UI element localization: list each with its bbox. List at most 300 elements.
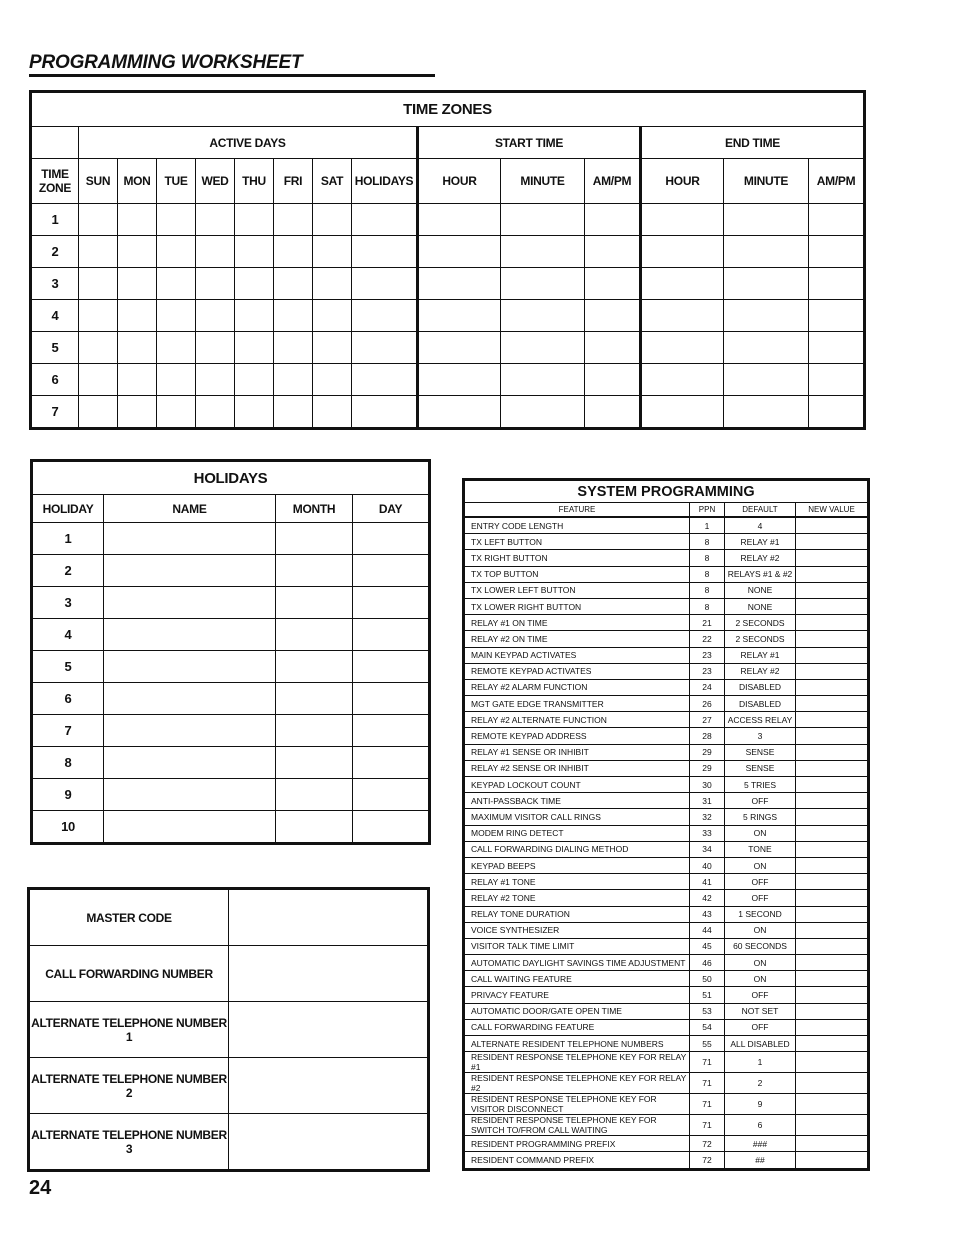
time-zone-entry-cell[interactable] xyxy=(79,300,118,332)
time-zone-entry-cell[interactable] xyxy=(352,364,418,396)
feature-ppn: 27 xyxy=(690,712,725,728)
feature-new-value-cell[interactable] xyxy=(796,712,869,728)
time-zone-entry-cell[interactable] xyxy=(724,236,809,268)
feature-new-value-cell[interactable] xyxy=(796,793,869,809)
feature-ppn: 31 xyxy=(690,793,725,809)
system-programming-table xyxy=(462,478,870,1171)
holiday-entry-cell[interactable] xyxy=(276,587,353,619)
time-zone-entry-cell[interactable] xyxy=(313,300,352,332)
feature-ppn: 53 xyxy=(690,1003,725,1019)
time-zone-entry-cell[interactable] xyxy=(79,332,118,364)
holiday-entry-cell[interactable] xyxy=(104,523,276,555)
time-zone-entry-cell[interactable] xyxy=(118,236,157,268)
time-zone-entry-cell[interactable] xyxy=(79,364,118,396)
system-feature-row xyxy=(464,857,869,873)
time-zone-entry-cell[interactable] xyxy=(641,236,724,268)
feature-name: ENTRY CODE LENGTH xyxy=(464,517,690,534)
time-zone-entry-cell[interactable] xyxy=(501,236,585,268)
time-zone-entry-cell[interactable] xyxy=(724,364,809,396)
feature-new-value-cell[interactable] xyxy=(796,566,869,582)
time-zone-entry-cell[interactable] xyxy=(809,204,865,236)
feature-name: ANTI-PASSBACK TIME xyxy=(464,793,690,809)
system-feature-row xyxy=(464,1019,869,1035)
holiday-entry-cell[interactable] xyxy=(353,555,430,587)
feature-ppn: 40 xyxy=(690,857,725,873)
feature-new-value-cell[interactable] xyxy=(796,1052,869,1073)
holiday-entry-cell[interactable] xyxy=(353,683,430,715)
feature-default: ## xyxy=(725,1152,796,1169)
feature-new-value-cell[interactable] xyxy=(796,841,869,857)
time-zone-entry-cell[interactable] xyxy=(235,332,274,364)
system-feature-row xyxy=(464,696,869,712)
system-feature-row xyxy=(464,566,869,582)
active-days-header: ACTIVE DAYS xyxy=(79,127,418,159)
code-entry-cell[interactable] xyxy=(229,1058,429,1114)
time-zone-entry-cell[interactable] xyxy=(585,300,641,332)
feature-new-value-cell[interactable] xyxy=(796,598,869,614)
feature-ppn: 71 xyxy=(690,1115,725,1136)
system-feature-row xyxy=(464,874,869,890)
feature-new-value-cell[interactable] xyxy=(796,534,869,550)
time-zone-entry-cell[interactable] xyxy=(352,300,418,332)
time-zone-entry-cell[interactable] xyxy=(157,332,196,364)
holiday-column-header: MONTH xyxy=(276,495,353,523)
feature-new-value-cell[interactable] xyxy=(796,550,869,566)
code-entry-cell[interactable] xyxy=(229,1114,429,1171)
code-entry-cell[interactable] xyxy=(229,1002,429,1058)
feature-name: RESIDENT RESPONSE TELEPHONE KEY FOR RELAY #2 xyxy=(464,1073,690,1094)
feature-name: MGT GATE EDGE TRANSMITTER xyxy=(464,696,690,712)
time-zone-entry-cell[interactable] xyxy=(274,236,313,268)
feature-default: 60 SECONDS xyxy=(725,938,796,954)
holiday-column-header: HOLIDAY xyxy=(32,495,104,523)
time-zone-entry-cell[interactable] xyxy=(235,268,274,300)
feature-default: OFF xyxy=(725,1019,796,1035)
feature-name: MAXIMUM VISITOR CALL RINGS xyxy=(464,809,690,825)
feature-name: RESIDENT RESPONSE TELEPHONE KEY FOR SWITCH TO/FROM CALL WAITING xyxy=(464,1115,690,1136)
day-column-header: TUE xyxy=(157,159,196,204)
holiday-entry-cell[interactable] xyxy=(276,683,353,715)
system-feature-row xyxy=(464,631,869,647)
time-zone-entry-cell[interactable] xyxy=(724,332,809,364)
feature-default: 6 xyxy=(725,1115,796,1136)
feature-default: 2 xyxy=(725,1073,796,1094)
system-feature-row xyxy=(464,550,869,566)
system-column-header: FEATURE xyxy=(464,503,690,518)
holiday-row xyxy=(32,811,430,844)
system-feature-row xyxy=(464,728,869,744)
feature-new-value-cell[interactable] xyxy=(796,809,869,825)
time-zone-entry-cell[interactable] xyxy=(641,300,724,332)
holiday-number: 5 xyxy=(32,651,104,683)
feature-name: RELAY #1 SENSE OR INHIBIT xyxy=(464,744,690,760)
code-label: ALTERNATE TELEPHONE NUMBER 2 xyxy=(29,1058,229,1114)
feature-new-value-cell[interactable] xyxy=(796,1073,869,1094)
time-zone-entry-cell[interactable] xyxy=(809,300,865,332)
time-zone-entry-cell[interactable] xyxy=(585,268,641,300)
feature-default: ON xyxy=(725,922,796,938)
day-column-header: FRI xyxy=(274,159,313,204)
time-zone-entry-cell[interactable] xyxy=(235,396,274,429)
time-zone-entry-cell[interactable] xyxy=(313,364,352,396)
time-zone-row xyxy=(31,236,865,268)
time-zone-entry-cell[interactable] xyxy=(118,364,157,396)
time-zone-entry-cell[interactable] xyxy=(809,396,865,429)
feature-default: ALL DISABLED xyxy=(725,1036,796,1052)
group-header-spacer xyxy=(31,127,79,159)
code-label: MASTER CODE xyxy=(29,889,229,946)
time-zone-entry-cell[interactable] xyxy=(641,364,724,396)
time-zone-entry-cell[interactable] xyxy=(641,204,724,236)
code-entry-cell[interactable] xyxy=(229,946,429,1002)
time-zone-entry-cell[interactable] xyxy=(157,236,196,268)
feature-default: OFF xyxy=(725,874,796,890)
feature-default: SENSE xyxy=(725,760,796,776)
holiday-entry-cell[interactable] xyxy=(276,651,353,683)
time-zone-entry-cell[interactable] xyxy=(118,332,157,364)
system-feature-row xyxy=(464,1094,869,1115)
feature-new-value-cell[interactable] xyxy=(796,825,869,841)
feature-new-value-cell[interactable] xyxy=(796,906,869,922)
holiday-entry-cell[interactable] xyxy=(104,651,276,683)
time-zone-entry-cell[interactable] xyxy=(157,396,196,429)
time-zone-entry-cell[interactable] xyxy=(809,268,865,300)
holiday-number: 1 xyxy=(32,523,104,555)
feature-new-value-cell[interactable] xyxy=(796,582,869,598)
feature-ppn: 42 xyxy=(690,890,725,906)
holiday-entry-cell[interactable] xyxy=(276,555,353,587)
time-zone-entry-cell[interactable] xyxy=(235,364,274,396)
time-zone-entry-cell[interactable] xyxy=(118,204,157,236)
holiday-entry-cell[interactable] xyxy=(276,715,353,747)
time-zone-entry-cell[interactable] xyxy=(274,268,313,300)
time-zone-entry-cell[interactable] xyxy=(352,332,418,364)
feature-new-value-cell[interactable] xyxy=(796,1152,869,1169)
feature-new-value-cell[interactable] xyxy=(796,777,869,793)
end-time-column-header: HOUR xyxy=(641,159,724,204)
feature-new-value-cell[interactable] xyxy=(796,1115,869,1136)
feature-new-value-cell[interactable] xyxy=(796,517,869,534)
time-zone-entry-cell[interactable] xyxy=(118,268,157,300)
time-zone-entry-cell[interactable] xyxy=(352,268,418,300)
feature-new-value-cell[interactable] xyxy=(796,890,869,906)
system-feature-row xyxy=(464,1003,869,1019)
feature-new-value-cell[interactable] xyxy=(796,922,869,938)
holiday-entry-cell[interactable] xyxy=(104,779,276,811)
system-feature-row xyxy=(464,777,869,793)
feature-ppn: 41 xyxy=(690,874,725,890)
feature-new-value-cell[interactable] xyxy=(796,615,869,631)
time-zone-entry-cell[interactable] xyxy=(235,236,274,268)
feature-ppn: 8 xyxy=(690,598,725,614)
feature-new-value-cell[interactable] xyxy=(796,874,869,890)
feature-ppn: 72 xyxy=(690,1136,725,1152)
system-column-header: DEFAULT xyxy=(725,503,796,518)
feature-ppn: 8 xyxy=(690,566,725,582)
time-zone-entry-cell[interactable] xyxy=(313,204,352,236)
time-zone-entry-cell[interactable] xyxy=(196,364,235,396)
feature-default: OFF xyxy=(725,890,796,906)
holiday-entry-cell[interactable] xyxy=(353,619,430,651)
feature-new-value-cell[interactable] xyxy=(796,696,869,712)
time-zone-entry-cell[interactable] xyxy=(79,268,118,300)
feature-ppn: 32 xyxy=(690,809,725,825)
time-zone-entry-cell[interactable] xyxy=(501,396,585,429)
feature-name: RELAY #2 TONE xyxy=(464,890,690,906)
time-zone-entry-cell[interactable] xyxy=(641,396,724,429)
time-zone-entry-cell[interactable] xyxy=(724,204,809,236)
time-zone-entry-cell[interactable] xyxy=(118,300,157,332)
feature-default: RELAY #2 xyxy=(725,550,796,566)
time-zone-entry-cell[interactable] xyxy=(418,300,501,332)
feature-new-value-cell[interactable] xyxy=(796,631,869,647)
time-zone-entry-cell[interactable] xyxy=(196,396,235,429)
feature-default: ON xyxy=(725,825,796,841)
time-zone-entry-cell[interactable] xyxy=(157,268,196,300)
time-zone-header-line1: TIME xyxy=(41,167,69,181)
feature-name: RESIDENT COMMAND PREFIX xyxy=(464,1152,690,1169)
time-zone-entry-cell[interactable] xyxy=(809,332,865,364)
time-zone-entry-cell[interactable] xyxy=(641,332,724,364)
feature-default: 2 SECONDS xyxy=(725,631,796,647)
time-zones-title: TIME ZONES xyxy=(31,92,865,127)
page-title: PROGRAMMING WORKSHEET xyxy=(29,52,303,73)
holiday-entry-cell[interactable] xyxy=(104,555,276,587)
start-time-header: START TIME xyxy=(418,127,641,159)
feature-ppn: 44 xyxy=(690,922,725,938)
feature-default: 1 xyxy=(725,1052,796,1073)
feature-default: NONE xyxy=(725,582,796,598)
time-zone-entry-cell[interactable] xyxy=(313,236,352,268)
feature-ppn: 72 xyxy=(690,1152,725,1169)
holiday-entry-cell[interactable] xyxy=(104,619,276,651)
feature-new-value-cell[interactable] xyxy=(796,955,869,971)
feature-ppn: 50 xyxy=(690,971,725,987)
time-zone-entry-cell[interactable] xyxy=(418,236,501,268)
feature-name: KEYPAD LOCKOUT COUNT xyxy=(464,777,690,793)
feature-ppn: 24 xyxy=(690,679,725,695)
time-zone-entry-cell[interactable] xyxy=(196,300,235,332)
feature-new-value-cell[interactable] xyxy=(796,647,869,663)
time-zone-number: 2 xyxy=(31,236,79,268)
system-feature-row xyxy=(464,922,869,938)
title-underline xyxy=(29,74,435,77)
holiday-number: 9 xyxy=(32,779,104,811)
feature-ppn: 71 xyxy=(690,1094,725,1115)
holiday-number: 3 xyxy=(32,587,104,619)
time-zone-entry-cell[interactable] xyxy=(585,236,641,268)
time-zone-entry-cell[interactable] xyxy=(809,236,865,268)
feature-name: TX LOWER RIGHT BUTTON xyxy=(464,598,690,614)
feature-new-value-cell[interactable] xyxy=(796,744,869,760)
time-zone-entry-cell[interactable] xyxy=(118,396,157,429)
time-zone-entry-cell[interactable] xyxy=(79,396,118,429)
time-zone-entry-cell[interactable] xyxy=(724,300,809,332)
feature-ppn: 71 xyxy=(690,1073,725,1094)
feature-ppn: 45 xyxy=(690,938,725,954)
time-zone-entry-cell[interactable] xyxy=(501,204,585,236)
time-zone-entry-cell[interactable] xyxy=(418,204,501,236)
time-zone-entry-cell[interactable] xyxy=(418,268,501,300)
feature-name: TX TOP BUTTON xyxy=(464,566,690,582)
time-zone-entry-cell[interactable] xyxy=(313,332,352,364)
feature-default: DISABLED xyxy=(725,696,796,712)
feature-ppn: 55 xyxy=(690,1036,725,1052)
time-zone-entry-cell[interactable] xyxy=(585,364,641,396)
time-zone-entry-cell[interactable] xyxy=(724,396,809,429)
time-zone-entry-cell[interactable] xyxy=(274,300,313,332)
feature-default: ### xyxy=(725,1136,796,1152)
system-feature-row xyxy=(464,971,869,987)
holiday-entry-cell[interactable] xyxy=(104,811,276,844)
system-feature-row xyxy=(464,793,869,809)
holiday-entry-cell[interactable] xyxy=(353,811,430,844)
time-zone-entry-cell[interactable] xyxy=(418,332,501,364)
time-zone-entry-cell[interactable] xyxy=(809,364,865,396)
feature-ppn: 54 xyxy=(690,1019,725,1035)
holiday-column-header: NAME xyxy=(104,495,276,523)
system-feature-row xyxy=(464,647,869,663)
feature-default: ON xyxy=(725,955,796,971)
feature-default: RELAY #1 xyxy=(725,647,796,663)
feature-ppn: 26 xyxy=(690,696,725,712)
holiday-entry-cell[interactable] xyxy=(353,779,430,811)
feature-new-value-cell[interactable] xyxy=(796,1136,869,1152)
feature-name: AUTOMATIC DAYLIGHT SAVINGS TIME ADJUSTMENT xyxy=(464,955,690,971)
time-zone-entry-cell[interactable] xyxy=(235,300,274,332)
system-feature-row xyxy=(464,1115,869,1136)
system-feature-row xyxy=(464,1152,869,1169)
code-entry-cell[interactable] xyxy=(229,889,429,946)
feature-new-value-cell[interactable] xyxy=(796,857,869,873)
feature-default: NONE xyxy=(725,598,796,614)
feature-default: ACCESS RELAY xyxy=(725,712,796,728)
time-zone-row xyxy=(31,396,865,429)
time-zone-entry-cell[interactable] xyxy=(418,364,501,396)
feature-new-value-cell[interactable] xyxy=(796,760,869,776)
feature-default: 3 xyxy=(725,728,796,744)
holiday-entry-cell[interactable] xyxy=(276,779,353,811)
feature-default: OFF xyxy=(725,793,796,809)
feature-new-value-cell[interactable] xyxy=(796,971,869,987)
feature-new-value-cell[interactable] xyxy=(796,938,869,954)
feature-new-value-cell[interactable] xyxy=(796,987,869,1003)
time-zone-entry-cell[interactable] xyxy=(157,204,196,236)
time-zone-entry-cell[interactable] xyxy=(196,204,235,236)
feature-name: RELAY #2 ALARM FUNCTION xyxy=(464,679,690,695)
time-zone-entry-cell[interactable] xyxy=(501,300,585,332)
holiday-entry-cell[interactable] xyxy=(353,523,430,555)
code-label: CALL FORWARDING NUMBER xyxy=(29,946,229,1002)
feature-new-value-cell[interactable] xyxy=(796,1036,869,1052)
holiday-entry-cell[interactable] xyxy=(104,587,276,619)
feature-new-value-cell[interactable] xyxy=(796,663,869,679)
feature-default: RELAYS #1 & #2 xyxy=(725,566,796,582)
time-zone-entry-cell[interactable] xyxy=(352,396,418,429)
time-zone-entry-cell[interactable] xyxy=(313,396,352,429)
feature-name: PRIVACY FEATURE xyxy=(464,987,690,1003)
holiday-row xyxy=(32,587,430,619)
holiday-entry-cell[interactable] xyxy=(353,747,430,779)
holiday-entry-cell[interactable] xyxy=(276,523,353,555)
time-zone-entry-cell[interactable] xyxy=(196,268,235,300)
code-row xyxy=(29,1002,429,1058)
time-zone-entry-cell[interactable] xyxy=(641,268,724,300)
time-zone-entry-cell[interactable] xyxy=(501,364,585,396)
time-zone-row xyxy=(31,364,865,396)
time-zone-entry-cell[interactable] xyxy=(79,236,118,268)
holiday-column-header: DAY xyxy=(353,495,430,523)
time-zone-entry-cell[interactable] xyxy=(157,300,196,332)
holiday-number: 7 xyxy=(32,715,104,747)
time-zone-entry-cell[interactable] xyxy=(235,204,274,236)
feature-name: VISITOR TALK TIME LIMIT xyxy=(464,938,690,954)
time-zone-entry-cell[interactable] xyxy=(585,204,641,236)
holiday-entry-cell[interactable] xyxy=(104,747,276,779)
feature-new-value-cell[interactable] xyxy=(796,1003,869,1019)
time-zone-entry-cell[interactable] xyxy=(313,268,352,300)
time-zone-entry-cell[interactable] xyxy=(501,268,585,300)
holiday-entry-cell[interactable] xyxy=(276,747,353,779)
system-feature-row xyxy=(464,663,869,679)
time-zone-entry-cell[interactable] xyxy=(724,268,809,300)
codes-table xyxy=(27,887,430,1172)
holiday-row xyxy=(32,683,430,715)
holiday-entry-cell[interactable] xyxy=(276,811,353,844)
time-zone-entry-cell[interactable] xyxy=(79,204,118,236)
time-zone-entry-cell[interactable] xyxy=(352,236,418,268)
holiday-entry-cell[interactable] xyxy=(353,587,430,619)
time-zone-entry-cell[interactable] xyxy=(418,396,501,429)
time-zone-entry-cell[interactable] xyxy=(274,364,313,396)
time-zone-row xyxy=(31,268,865,300)
time-zone-entry-cell[interactable] xyxy=(196,332,235,364)
time-zone-entry-cell[interactable] xyxy=(501,332,585,364)
system-programming-title: SYSTEM PROGRAMMING xyxy=(464,480,869,503)
time-zone-entry-cell[interactable] xyxy=(274,396,313,429)
holiday-entry-cell[interactable] xyxy=(104,683,276,715)
holiday-entry-cell[interactable] xyxy=(353,651,430,683)
feature-new-value-cell[interactable] xyxy=(796,1019,869,1035)
feature-new-value-cell[interactable] xyxy=(796,728,869,744)
time-zone-entry-cell[interactable] xyxy=(274,332,313,364)
feature-name: REMOTE KEYPAD ADDRESS xyxy=(464,728,690,744)
time-zone-column-header xyxy=(31,159,79,204)
system-feature-row xyxy=(464,615,869,631)
time-zone-entry-cell[interactable] xyxy=(585,396,641,429)
feature-new-value-cell[interactable] xyxy=(796,679,869,695)
feature-default: 5 TRIES xyxy=(725,777,796,793)
system-column-header: PPN xyxy=(690,503,725,518)
time-zone-row xyxy=(31,204,865,236)
system-feature-row xyxy=(464,679,869,695)
time-zone-number: 5 xyxy=(31,332,79,364)
time-zone-entry-cell[interactable] xyxy=(585,332,641,364)
time-zone-entry-cell[interactable] xyxy=(352,204,418,236)
time-zone-entry-cell[interactable] xyxy=(274,204,313,236)
feature-ppn: 8 xyxy=(690,550,725,566)
time-zone-number: 6 xyxy=(31,364,79,396)
time-zone-entry-cell[interactable] xyxy=(196,236,235,268)
system-feature-row xyxy=(464,938,869,954)
holiday-entry-cell[interactable] xyxy=(353,715,430,747)
holiday-entry-cell[interactable] xyxy=(104,715,276,747)
feature-name: RELAY #2 ALTERNATE FUNCTION xyxy=(464,712,690,728)
feature-new-value-cell[interactable] xyxy=(796,1094,869,1115)
time-zone-entry-cell[interactable] xyxy=(157,364,196,396)
feature-name: TX RIGHT BUTTON xyxy=(464,550,690,566)
holiday-entry-cell[interactable] xyxy=(276,619,353,651)
